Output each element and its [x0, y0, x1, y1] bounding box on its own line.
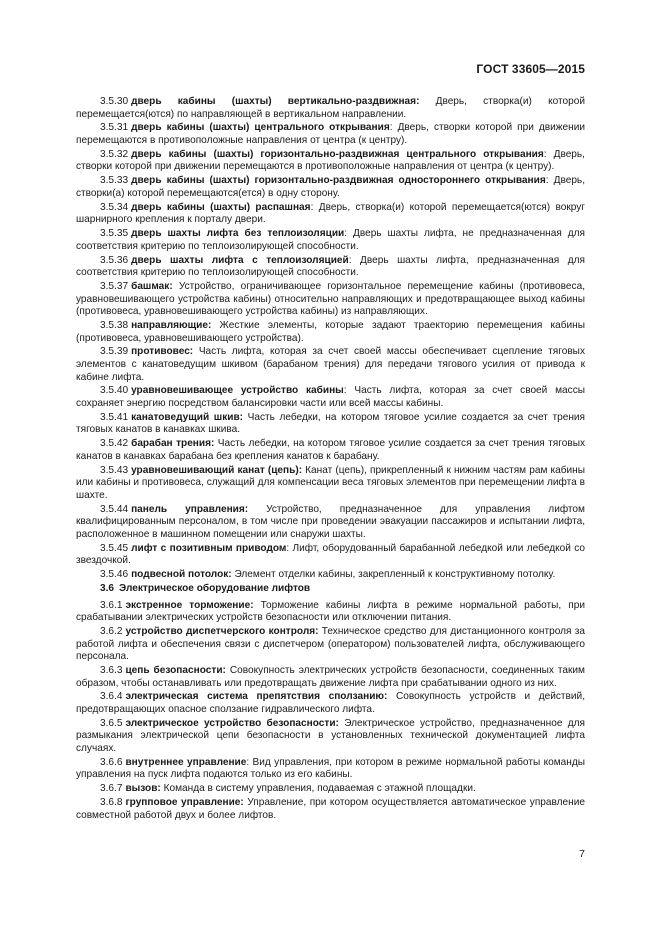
- definition-term: дверь кабины (шахты) распашная: [131, 201, 311, 213]
- definition-item: [76, 385, 585, 410]
- definition-text: Часть лифта, которая за счет своей массы обеспечивает сцепление тяговых элементов с канатоведущим шкивом (барабаном трения) для передачи тягового усилия от привода к кабине лифта.: [76, 346, 585, 383]
- definition-number: 3.6.5: [100, 717, 123, 729]
- definition-number: 3.5.33: [100, 175, 129, 187]
- definition-number: 3.5.37: [100, 281, 129, 293]
- definition-number: 3.6.7: [100, 783, 123, 795]
- definition-term: дверь кабины (шахты) горизонтально-раздвижная одностороннего открывания: [131, 175, 546, 187]
- definition-term: направляющие:: [131, 320, 212, 332]
- definition-number: 3.5.46: [100, 569, 129, 581]
- definition-text: : Вид управления, при котором в режиме нормальной работы команды управления на пуск лифта подаются только из его кабины.: [76, 756, 585, 781]
- definition-number: 3.5.44: [100, 503, 129, 515]
- definition-text: Канат (цепь), прикрепленный к нижним частям рам кабины или кабины и противовеса, служащий для компенсации веса тяговых элементов при перемещении лифта в шахте.: [76, 464, 585, 501]
- section-number: 3.6: [100, 583, 115, 595]
- definition-item: [76, 783, 585, 796]
- definition-term: устройство диспетчерского контроля:: [125, 626, 319, 638]
- section-title: Электрическое оборудование лифтов: [119, 583, 311, 595]
- definition-number: 3.5.41: [100, 411, 129, 423]
- definition-term: панель управления:: [131, 503, 249, 515]
- definition-number: 3.6.3: [100, 665, 123, 677]
- definition-term: дверь кабины (шахты) вертикально-раздвижная:: [131, 96, 420, 107]
- definition-term: дверь шахты лифта с теплоизоляцией: [131, 254, 349, 266]
- definition-term: подвесной потолок:: [131, 569, 232, 581]
- definition-text: : Часть лифта, которая за счет своей массы сохраняет энергию посредством балансировки части или всей массы кабины.: [76, 385, 585, 410]
- definition-item: [76, 757, 585, 782]
- definition-item: [76, 149, 585, 174]
- definition-text: Жесткие элементы, которые задают траекторию перемещения кабины (противовеса, уравновешивающего устройства).: [76, 320, 585, 344]
- definition-text: Управление, при котором осуществляется автоматическое управление совместной работой двух и более лифтов.: [76, 797, 585, 821]
- document-body: [76, 96, 585, 824]
- definition-item: [76, 96, 585, 121]
- definition-text: : Дверь шахты лифта, не предназначенная для соответствия критерию по теплоизолирующей способности.: [76, 228, 585, 252]
- definition-term: вызов:: [125, 783, 161, 795]
- definition-item: [76, 281, 585, 319]
- definition-term: электрическая система препятствия сползанию:: [125, 691, 388, 703]
- definition-number: 3.5.31: [100, 122, 129, 134]
- section-heading: [76, 583, 585, 596]
- definition-text: Часть лебедки, на котором тяговое усилие создается за счет трения тяговых канатов в канавках шкива.: [76, 411, 586, 436]
- definition-text: Совокупность электрических устройств безопасности, соединенных таким образом, чтобы останавливать или предотвращать движение лифта при срабатывании одного из них.: [76, 665, 585, 689]
- definition-text: Часть лебедки, на котором тяговое усилие создается за счет трения тяговых канатов в канавках барабана без крепления канатов к барабану.: [76, 438, 585, 462]
- definition-item: [76, 202, 585, 227]
- definitions-list-3-6: [76, 600, 585, 823]
- definition-text: : Дверь, створки которой при движении перемещаются в противоположные направления от центра (к центру).: [76, 148, 585, 173]
- definitions-list-3-5: [76, 96, 585, 582]
- definition-item: [76, 346, 585, 384]
- definition-number: 3.6.4: [100, 691, 123, 703]
- definition-number: 3.6.1: [100, 599, 123, 611]
- definition-item: [76, 122, 585, 147]
- definition-item: [76, 569, 585, 582]
- definition-term: внутреннее управление: [125, 756, 247, 768]
- definition-term: дверь кабины (шахты) центрального открывания: [131, 122, 390, 134]
- definition-number: 3.5.40: [100, 385, 129, 397]
- definition-text: Дверь, створка(и) которой перемещается(ются) по направляющей в вертикальном направлении.: [76, 96, 585, 120]
- definition-item: [76, 797, 585, 822]
- definition-number: 3.5.34: [100, 201, 129, 213]
- definition-term: башмак:: [131, 281, 173, 293]
- definition-number: 3.5.35: [100, 228, 129, 240]
- definition-number: 3.5.32: [100, 148, 129, 160]
- definition-number: 3.5.45: [100, 542, 129, 554]
- definition-number: 3.5.36: [100, 254, 129, 266]
- definition-text: Устройство, ограничивающее горизонтальное перемещение кабины (противовеса, уравновешивающего устройства кабины) относительно направляющих и предотвращающее выход кабины (противовеса, уравновешивающего устройства кабины) из направляющих.: [76, 281, 585, 318]
- definition-term: уравновешивающий канат (цепь):: [131, 464, 303, 476]
- definition-item: [76, 504, 585, 542]
- definition-term: лифт с позитивным приводом: [131, 542, 287, 554]
- definition-term: групповое управление:: [125, 797, 244, 809]
- definition-term: экстренное торможение:: [125, 599, 254, 611]
- definition-item: [76, 600, 585, 625]
- definition-term: уравновешивающее устройство кабины: [131, 385, 344, 397]
- definition-text: Устройство, предназначенное для управления лифтом квалифицированным персоналом, в том числе при проведении эвакуации пассажиров и испытании лифта, расположенное в машинном помещении или снаружи шахты.: [76, 503, 585, 540]
- definition-text: Совокупность устройств и действий, предотвращающих опасное сползание гидравлического лифта.: [76, 691, 585, 716]
- definition-term: электрическое устройство безопасности:: [125, 717, 339, 729]
- definition-text: Торможение кабины лифта в режиме нормальной работы, при срабатывании электрических устройств безопасности или отключении питания.: [76, 599, 585, 624]
- definition-number: 3.5.39: [100, 346, 129, 358]
- definition-text: : Дверь, створка(и) которой перемещается(ются) вокруг шарнирного крепления к порталу двери.: [76, 201, 585, 226]
- definition-number: 3.5.42: [100, 438, 129, 450]
- definition-number: 3.5.30: [100, 96, 129, 107]
- standard-code-header: ГОСТ 33605—2015: [476, 62, 585, 76]
- definition-number: 3.6.6: [100, 756, 123, 768]
- page-number: 7: [579, 848, 585, 860]
- definition-item: [76, 691, 585, 716]
- definition-text: : Дверь шахты лифта, предназначенная для соответствия критерию по теплоизолирующей способности.: [76, 254, 585, 279]
- definition-text: : Дверь, створки которой при движении перемещаются в противоположные направления от центра (к центру).: [76, 122, 585, 146]
- definition-text: Элемент отделки кабины, закрепленный к конструктивному потолку.: [231, 569, 556, 581]
- definition-item: [76, 665, 585, 690]
- definition-term: канатоведущий шкив:: [131, 411, 244, 423]
- definition-number: 3.5.38: [100, 320, 129, 332]
- definition-item: [76, 465, 585, 503]
- definition-item: [76, 412, 585, 437]
- definition-text: Электрическое устройство, предназначенное для размыкания электрической цепи безопасности в установленных технической документацией лифта случаях.: [76, 717, 585, 755]
- definition-item: [76, 228, 585, 253]
- definition-term: противовес:: [131, 346, 194, 358]
- definition-text: : Лифт, оборудованный барабанной лебедкой или лебедкой со звездочкой.: [76, 542, 585, 567]
- definition-number: 3.6.8: [100, 797, 123, 809]
- definition-item: [76, 320, 585, 345]
- definition-item: [76, 175, 585, 200]
- definition-item: [76, 438, 585, 463]
- definition-text: Техническое средство для дистанционного контроля за работой лифта и обеспечения связи с диспетчером (оператором) пользователей лифта, обслуживающего персонала.: [76, 626, 585, 663]
- definition-text: : Дверь, створки(а) которой перемещаются(ется) в одну сторону.: [76, 175, 585, 199]
- definition-item: [76, 543, 585, 568]
- definition-item: [76, 255, 585, 280]
- definition-term: дверь шахты лифта без теплоизоляции: [131, 228, 345, 240]
- definition-number: 3.6.2: [100, 626, 123, 638]
- definition-text: Команда в систему управления, подаваемая с этажной площадки.: [160, 783, 476, 795]
- definition-item: [76, 718, 585, 756]
- definition-term: цепь безопасности:: [125, 665, 226, 677]
- definition-item: [76, 626, 585, 664]
- definition-number: 3.5.43: [100, 464, 129, 476]
- definition-term: дверь кабины (шахты) горизонтально-раздвижная центрального открывания: [131, 148, 544, 160]
- definition-term: барабан трения:: [131, 438, 215, 450]
